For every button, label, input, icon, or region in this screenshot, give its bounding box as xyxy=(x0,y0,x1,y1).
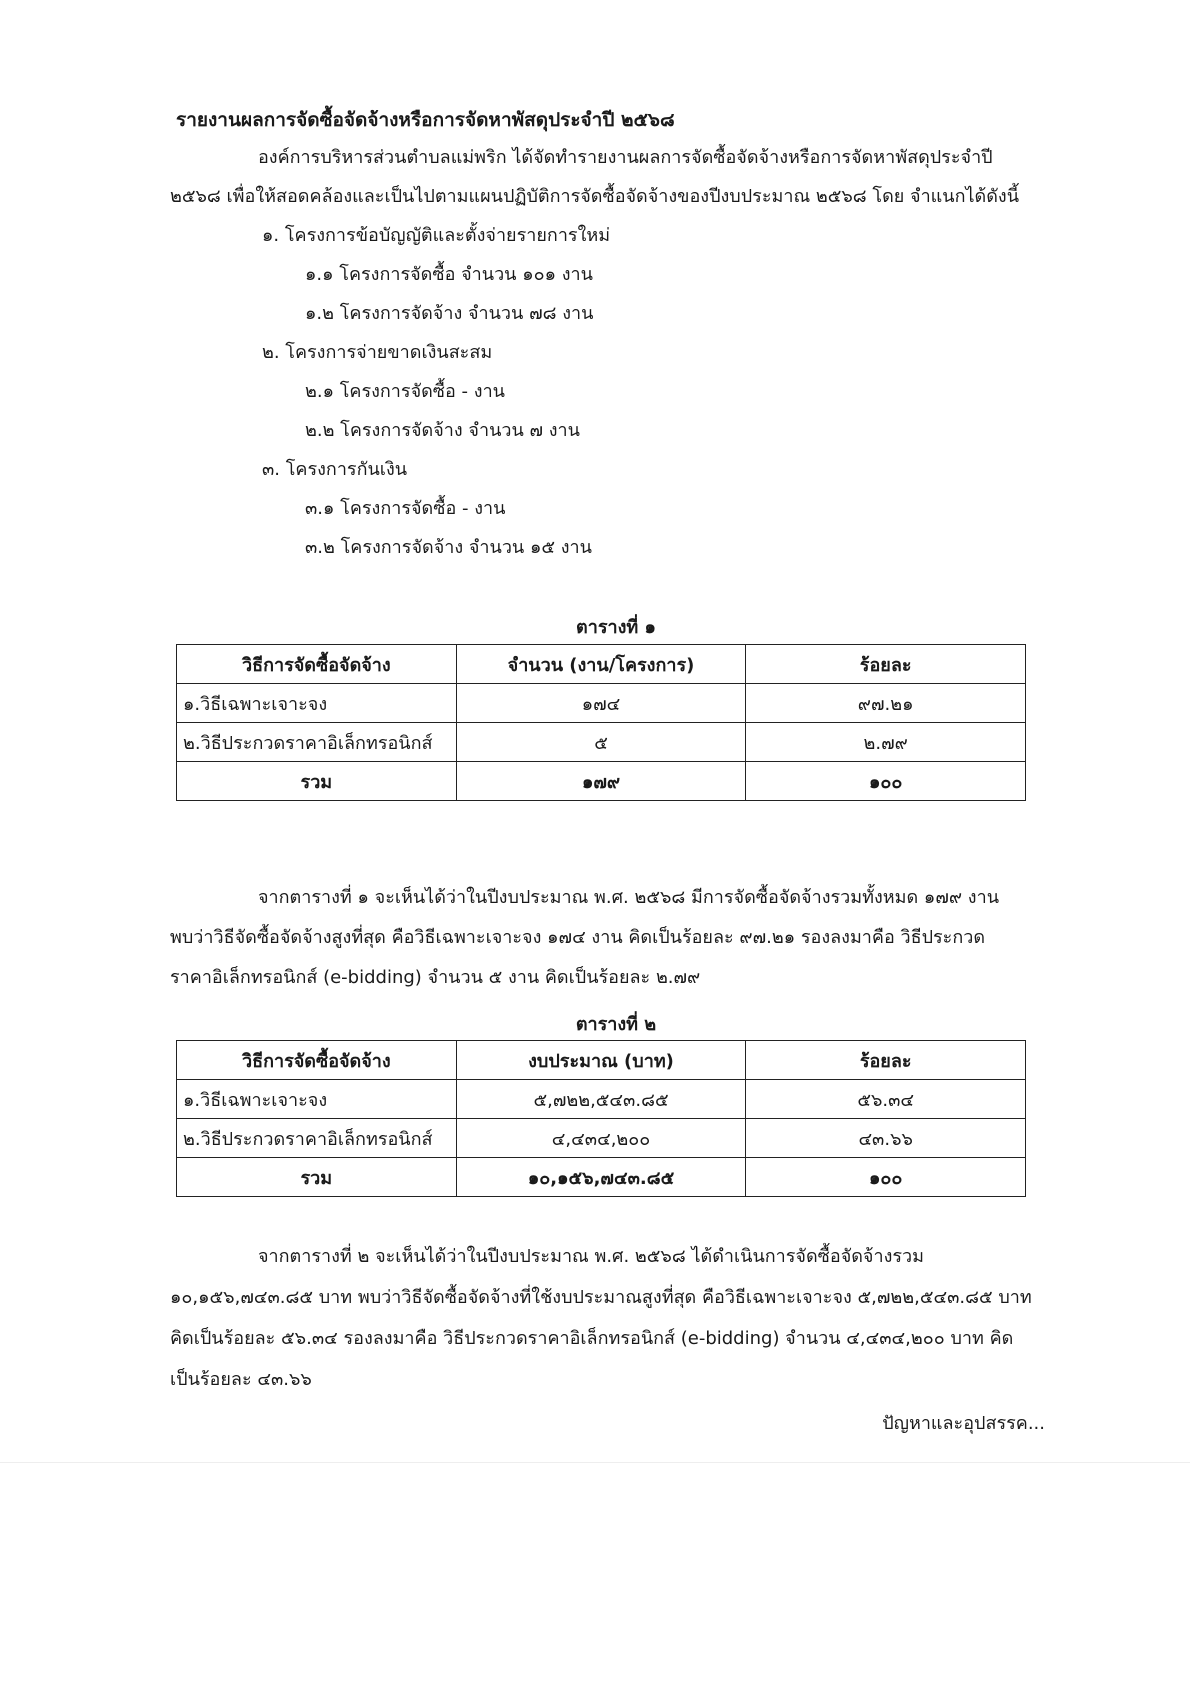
page-divider xyxy=(0,1462,1190,1463)
table-2-header-percent: ร้อยละ xyxy=(746,1041,1026,1080)
table-2-total-label: รวม xyxy=(177,1158,457,1197)
table-1-caption: ตารางที่ ๑ xyxy=(576,617,656,638)
table-1-cell-count: ๕ xyxy=(456,723,746,762)
table-2-header-budget: งบประมาณ (บาท) xyxy=(456,1041,746,1080)
paragraph-2-line-3: คิดเป็นร้อยละ ๕๖.๓๔ รองลงมาคือ วิธีประกวดราคาอิเล็กทรอนิกส์ (e-bidding) จำนวน ๔,๔๓๔,๒๐๐ บาท คิด xyxy=(170,1328,1014,1349)
intro-line-1: องค์การบริหารส่วนตำบลแม่พริก ได้จัดทำรายงานผลการจัดซื้อจัดจ้างหรือการจัดหาพัสดุประจำปี xyxy=(258,147,993,168)
table-row xyxy=(177,723,1026,762)
table-2-total-budget: ๑๐,๑๕๖,๗๔๓.๘๕ xyxy=(456,1158,746,1197)
paragraph-1-line-1: จากตารางที่ ๑ จะเห็นได้ว่าในปีงบประมาณ พ.ศ. ๒๕๖๘ มีการจัดซื้อจัดจ้างรวมทั้งหมด ๑๗๙ งาน xyxy=(258,887,999,908)
paragraph-2-line-4: เป็นร้อยละ ๔๓.๖๖ xyxy=(170,1369,312,1390)
table-row xyxy=(177,684,1026,723)
section-3-item-2: ๓.๒ โครงการจัดจ้าง จำนวน ๑๕ งาน xyxy=(305,537,592,558)
table-1-header-percent: ร้อยละ xyxy=(746,645,1026,684)
table-2-cell-method: ๒.วิธีประกวดราคาอิเล็กทรอนิกส์ xyxy=(177,1119,457,1158)
section-2-label: ๒. โครงการจ่ายขาดเงินสะสม xyxy=(262,342,493,363)
table-1-cell-percent: ๙๗.๒๑ xyxy=(746,684,1026,723)
intro-line-2: ๒๕๖๘ เพื่อให้สอดคล้องและเป็นไปตามแผนปฏิบัติการจัดซื้อจัดจ้างของปีงบประมาณ ๒๕๖๘ โดย จำแนกได้ดังนี้ xyxy=(170,186,1020,207)
section-2-item-1: ๒.๑ โครงการจัดซื้อ - งาน xyxy=(305,381,505,402)
table-1-header-count: จำนวน (งาน/โครงการ) xyxy=(456,645,746,684)
table-2-total-row xyxy=(177,1158,1026,1197)
table-2-cell-budget: ๕,๗๒๒,๕๔๓.๘๕ xyxy=(456,1080,746,1119)
table-2 xyxy=(176,1040,1026,1197)
paragraph-2-line-1: จากตารางที่ ๒ จะเห็นได้ว่าในปีงบประมาณ พ.ศ. ๒๕๖๘ ได้ดำเนินการจัดซื้อจัดจ้างรวม xyxy=(258,1246,925,1267)
table-1-total-row xyxy=(177,762,1026,801)
table-row xyxy=(177,1119,1026,1158)
table-1-cell-method: ๑.วิธีเฉพาะเจาะจง xyxy=(177,684,457,723)
table-1-header-row xyxy=(177,645,1026,684)
section-2-item-2: ๒.๒ โครงการจัดจ้าง จำนวน ๗ งาน xyxy=(305,420,580,441)
section-1-item-1: ๑.๑ โครงการจัดซื้อ จำนวน ๑๐๑ งาน xyxy=(305,264,593,285)
table-1-cell-count: ๑๗๔ xyxy=(456,684,746,723)
section-1-label: ๑. โครงการข้อบัญญัติและตั้งจ่ายรายการใหม่ xyxy=(262,225,611,246)
table-1-cell-percent: ๒.๗๙ xyxy=(746,723,1026,762)
table-2-cell-budget: ๔,๔๓๔,๒๐๐ xyxy=(456,1119,746,1158)
section-3-item-1: ๓.๑ โครงการจัดซื้อ - งาน xyxy=(305,498,506,519)
table-row xyxy=(177,1080,1026,1119)
table-1 xyxy=(176,644,1026,801)
table-2-caption: ตารางที่ ๒ xyxy=(575,1014,657,1035)
section-1-item-2: ๑.๒ โครงการจัดจ้าง จำนวน ๗๘ งาน xyxy=(305,303,594,324)
table-1-cell-method: ๒.วิธีประกวดราคาอิเล็กทรอนิกส์ xyxy=(177,723,457,762)
table-2-header-row xyxy=(177,1041,1026,1080)
continuation-note: ปัญหาและอุปสรรค... xyxy=(882,1413,1045,1434)
document-title: รายงานผลการจัดซื้อจัดจ้างหรือการจัดหาพัสดุประจำปี ๒๕๖๘ xyxy=(176,109,675,131)
table-1-total-percent: ๑๐๐ xyxy=(746,762,1026,801)
table-1-total-label: รวม xyxy=(177,762,457,801)
table-2-total-percent: ๑๐๐ xyxy=(746,1158,1026,1197)
table-1-total-count: ๑๗๙ xyxy=(456,762,746,801)
paragraph-2-line-2: ๑๐,๑๕๖,๗๔๓.๘๕ บาท พบว่าวิธีจัดซื้อจัดจ้างที่ใช้งบประมาณสูงที่สุด คือวิธีเฉพาะเจาะจง ๕,๗๒๒,๕๔๓.๘๕ บาท xyxy=(170,1287,1032,1308)
table-2-header-method: วิธีการจัดซื้อจัดจ้าง xyxy=(177,1041,457,1080)
section-3-label: ๓. โครงการกันเงิน xyxy=(262,459,408,480)
table-2-cell-percent: ๕๖.๓๔ xyxy=(746,1080,1026,1119)
table-2-cell-percent: ๔๓.๖๖ xyxy=(746,1119,1026,1158)
paragraph-1-line-2: พบว่าวิธีจัดซื้อจัดจ้างสูงที่สุด คือวิธีเฉพาะเจาะจง ๑๗๔ งาน คิดเป็นร้อยละ ๙๗.๒๑ รองลงมาคือ วิธีประกวด xyxy=(170,927,986,948)
paragraph-1-line-3: ราคาอิเล็กทรอนิกส์ (e-bidding) จำนวน ๕ งาน คิดเป็นร้อยละ ๒.๗๙ xyxy=(170,967,701,988)
table-1-header-method: วิธีการจัดซื้อจัดจ้าง xyxy=(177,645,457,684)
table-2-cell-method: ๑.วิธีเฉพาะเจาะจง xyxy=(177,1080,457,1119)
